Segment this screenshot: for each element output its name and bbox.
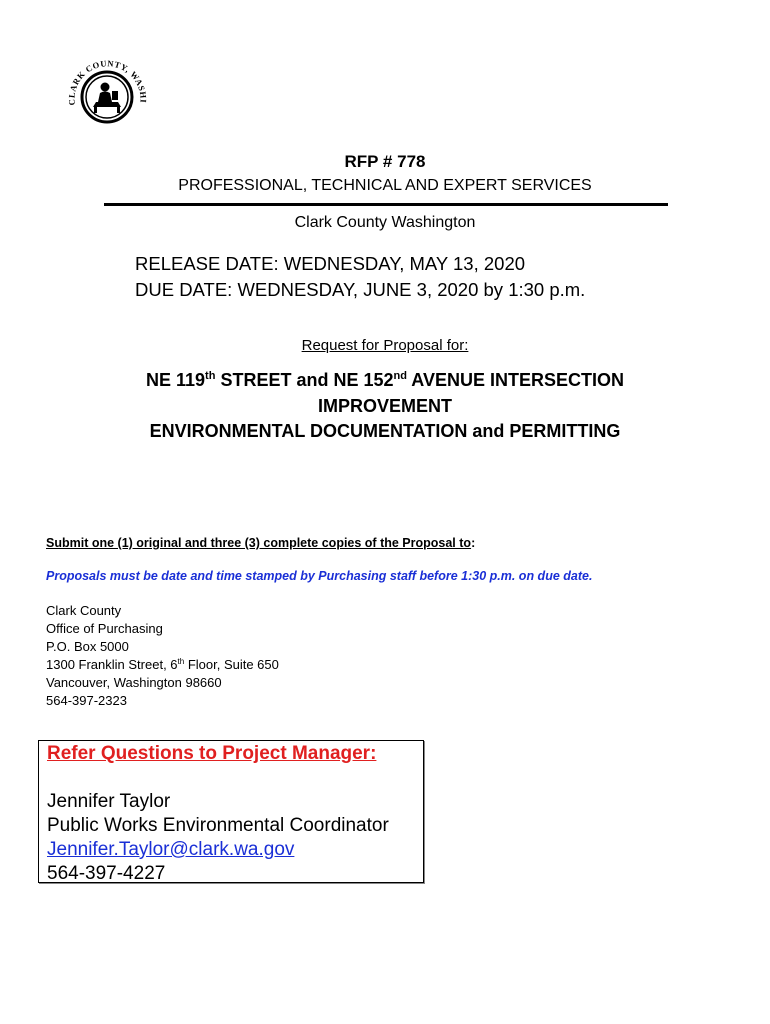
address-line: Clark County bbox=[46, 603, 122, 618]
release-date: RELEASE DATE: WEDNESDAY, MAY 13, 2020 bbox=[135, 253, 526, 274]
services-heading: PROFESSIONAL, TECHNICAL AND EXPERT SERVICES bbox=[178, 177, 592, 194]
project-title-line-1: NE 119th STREET and NE 152nd AVENUE INTERSECTION bbox=[146, 370, 624, 390]
contact-phone: 564-397-4227 bbox=[47, 863, 166, 884]
address-line: Vancouver, Washington 98660 bbox=[46, 675, 222, 690]
address-line: P.O. Box 5000 bbox=[46, 639, 129, 654]
header-divider bbox=[104, 203, 668, 206]
address-line: Office of Purchasing bbox=[46, 621, 163, 636]
questions-heading: Refer Questions to Project Manager: bbox=[47, 743, 377, 764]
seal-arc-text: CLARK COUNTY, WASHI bbox=[66, 58, 149, 106]
contact-role: Public Works Environmental Coordinator bbox=[47, 815, 389, 836]
mailing-address bbox=[46, 602, 279, 710]
contact-email-link[interactable]: Jennifer.Taylor@clark.wa.gov bbox=[47, 839, 295, 860]
project-title-line-2: IMPROVEMENT bbox=[317, 396, 452, 416]
timestamp-notice: Proposals must be date and time stamped by Purchasing staff before 1:30 p.m. on due date. bbox=[46, 569, 593, 583]
request-for-proposal-label: Request for Proposal for: bbox=[301, 337, 469, 354]
county-seal-logo bbox=[60, 47, 154, 141]
county-name: Clark County Washington bbox=[294, 214, 476, 231]
address-line: 1300 Franklin Street, 6th Floor, Suite 650 bbox=[46, 657, 279, 672]
project-title-line-3: ENVIRONMENTAL DOCUMENTATION and PERMITTING bbox=[149, 421, 621, 441]
due-date: DUE DATE: WEDNESDAY, JUNE 3, 2020 by 1:30 p.m. bbox=[135, 279, 586, 300]
project-manager-box bbox=[38, 740, 424, 883]
rfp-number: RFP # 778 bbox=[344, 152, 426, 171]
project-manager-contact bbox=[47, 790, 389, 886]
address-phone: 564-397-2323 bbox=[46, 693, 127, 708]
contact-name: Jennifer Taylor bbox=[47, 791, 171, 812]
submission-instruction: Submit one (1) original and three (3) complete copies of the Proposal to: bbox=[46, 536, 476, 550]
